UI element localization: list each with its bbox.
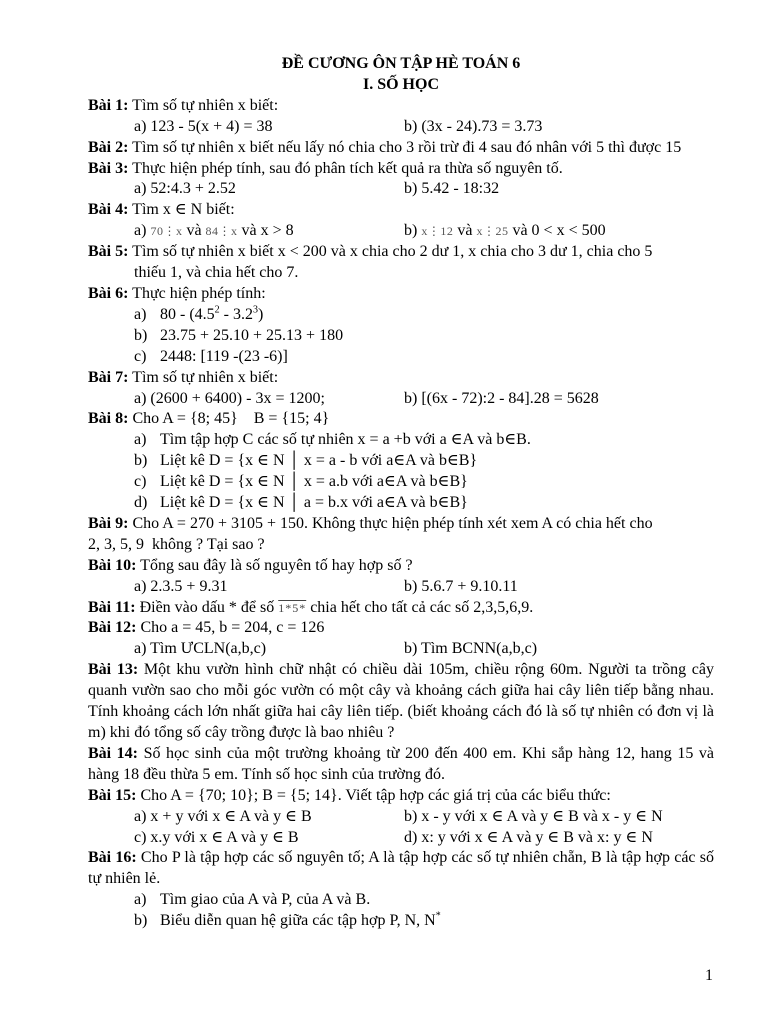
part-b: b) Tìm BCNN(a,b,c) <box>404 640 538 658</box>
exercise-text: Thực hiện phép tính: <box>128 284 266 302</box>
part-d: d) x: y với x ∈ A và y ∈ B và x: y ∈ N <box>404 828 653 846</box>
part-text <box>160 911 441 932</box>
exercise-12-parts <box>88 639 714 660</box>
part-a <box>134 430 714 451</box>
exercise-text: Tìm số tự nhiên x biết nếu lấy nó chia cho 3 rồi trừ đi 4 sau đó nhân với 5 thì được 15 <box>128 138 682 156</box>
divisibility-expr: 70⋮x <box>150 224 183 239</box>
part-c: c) x.y với x ∈ A và y ∈ B <box>134 828 299 846</box>
conjunction: và <box>453 222 477 240</box>
part-text: Tìm tập hợp C các số tự nhiên x = a +b với a ∈A và b∈B. <box>160 431 531 449</box>
exercise-7 <box>88 368 714 389</box>
overlined-number: 1*5* <box>278 600 307 615</box>
expr-3: ) <box>257 305 264 323</box>
exercise-text: Cho A = 270 + 3105 + 150. Không thực hiện phép tính xét xem A có chia hết cho <box>128 514 653 532</box>
part-a: a) 52:4.3 + 2.52 <box>134 180 236 198</box>
exercise-label: Bài 15: <box>88 786 137 804</box>
exponent: 3 <box>252 304 258 316</box>
page-number: 1 <box>705 967 713 984</box>
part-b: b) x - y với x ∈ A và y ∈ B và x - y ∈ N <box>404 807 663 825</box>
part-label: a) <box>134 891 147 909</box>
exercise-9-continuation: 2, 3, 5, 9 không ? Tại sao ? <box>88 535 265 553</box>
exercise-label: Bài 1: <box>88 96 129 114</box>
exercise-text: Thực hiện phép tính, sau đó phân tích kết quả ra thừa số nguyên tố. <box>128 159 563 177</box>
part-text <box>160 305 263 326</box>
part-text: Liệt kê D = {x ∈ N │ a = b.x với a∈A và b∈B} <box>160 494 468 512</box>
document-title: ĐỀ CƯƠNG ÔN TẬP HÈ TOÁN 6 <box>281 55 521 72</box>
exercise-8-parts <box>88 430 714 514</box>
part-a: a) Tìm ƯCLN(a,b,c) <box>134 640 267 658</box>
exercise-label: Bài 2: <box>88 138 129 156</box>
exercise-text: Tìm số tự nhiên x biết: <box>128 368 279 386</box>
exercise-8 <box>88 409 714 430</box>
condition: và 0 < x < 500 <box>508 222 606 240</box>
part-d <box>134 493 714 514</box>
part-a <box>134 890 714 911</box>
exercise-4-parts <box>88 221 714 242</box>
exercise-5 <box>88 242 714 263</box>
part-label: b) <box>134 326 148 344</box>
part-text: Liệt kê D = {x ∈ N │ x = a - b với a∈A và b∈B} <box>160 452 478 470</box>
exercise-text: Điền vào dấu * để số <box>135 598 279 616</box>
exercise-label: Bài 12: <box>88 619 137 637</box>
exercise-label: Bài 3: <box>88 159 129 177</box>
document-page <box>88 54 714 932</box>
exercise-1-parts <box>88 117 714 138</box>
exponent: 2 <box>214 304 220 316</box>
condition: và x > 8 <box>237 222 294 240</box>
exercise-11 <box>88 598 714 619</box>
exercise-2 <box>88 138 714 159</box>
divisibility-expr: x⋮12 <box>421 224 454 239</box>
part-label: a) <box>134 222 151 240</box>
part-b <box>404 221 714 242</box>
exercise-label: Bài 11: <box>88 598 136 616</box>
exercise-14 <box>88 744 714 786</box>
exercise-label: Bài 13: <box>88 661 139 679</box>
exercise-text: Cho A = {8; 45} B = {15; 4} <box>128 410 330 428</box>
exercise-5-continuation: thiếu 1, và chia hết cho 7. <box>134 264 299 282</box>
exercise-15-parts-cd <box>88 828 714 849</box>
exercise-text: Số học sinh của một trường khoảng từ 200 đến 400 em. Khi sắp hàng 12, hang 15 và hàng 18 đều thừa 5 em. Tính số học sinh của trường đó. <box>88 744 714 783</box>
expr-2: - 3.2 <box>219 305 253 323</box>
part-label: b) <box>404 222 422 240</box>
part-a: a) x + y với x ∈ A và y ∈ B <box>134 807 312 825</box>
part-a: a) (2600 + 6400) - 3x = 1200; <box>134 389 325 407</box>
exercise-label: Bài 6: <box>88 284 129 302</box>
exercise-15-parts-ab <box>88 807 714 828</box>
exercise-12 <box>88 618 714 639</box>
exercise-9 <box>88 514 714 535</box>
exercise-4 <box>88 200 714 221</box>
exercise-label: Bài 16: <box>88 849 137 867</box>
superscript: * <box>435 910 441 922</box>
part-label: b) <box>134 452 148 470</box>
part-b: b) 5.6.7 + 9.10.11 <box>404 577 518 595</box>
part-text: 2448: [119 -(23 -6)] <box>160 347 288 365</box>
part-c <box>134 347 714 368</box>
divisibility-expr: 84⋮x <box>205 224 238 239</box>
exercise-6-parts <box>88 305 714 368</box>
part-b: b) 5.42 - 18:32 <box>404 180 500 198</box>
exercise-1 <box>88 96 714 117</box>
part-label: a) <box>134 431 147 449</box>
exercise-label: Bài 8: <box>88 410 129 428</box>
exercise-text: Cho a = 45, b = 204, c = 126 <box>136 619 325 637</box>
exercise-label: Bài 7: <box>88 368 129 386</box>
part-label: b) <box>134 912 148 930</box>
part-b: b) (3x - 24).73 = 3.73 <box>404 117 543 135</box>
part-text: Liệt kê D = {x ∈ N │ x = a.b với a∈A và b∈B} <box>160 473 468 491</box>
exercise-text: Tìm số tự nhiên x biết x < 200 và x chia cho 2 dư 1, x chia cho 3 dư 1, chia cho 5 <box>128 243 653 261</box>
conjunction: và <box>182 222 206 240</box>
part-b: b) [(6x - 72):2 - 84].28 = 5628 <box>404 389 599 407</box>
part-a: a) 2.3.5 + 9.31 <box>134 577 228 595</box>
exercise-text: Một khu vườn hình chữ nhật có chiều dài 105m, chiều rộng 60m. Người ta trồng cây quanh vườn sao cho mỗi góc vườn có một cây và khoảng cách giữa hai cây liên tiếp bằng nhau. Tính khoảng cách lớn nhất giữa hai cây liên tiếp. (biết khoảng cách đó là số tự nhiên có đơn vị là m) khi đó tổng số cây trồng được là bao nhiêu ? <box>88 661 715 741</box>
exercise-text: Tìm số tự nhiên x biết: <box>128 96 279 114</box>
exercise-label: Bài 10: <box>88 556 137 574</box>
exercise-6 <box>88 284 714 305</box>
exercise-label: Bài 14: <box>88 744 139 762</box>
exercise-label: Bài 4: <box>88 201 129 219</box>
part-a <box>134 305 714 326</box>
part-label: c) <box>134 347 147 365</box>
exercise-7-parts <box>88 389 714 410</box>
part-label: c) <box>134 473 147 491</box>
exercise-3 <box>88 159 714 180</box>
exercise-13 <box>88 660 714 744</box>
exercise-3-parts <box>88 179 714 200</box>
exercise-text: Tìm x ∈ N biết: <box>128 201 235 219</box>
part-a <box>134 221 404 242</box>
exercise-text: Cho P là tập hợp các số nguyên tố; A là tập hợp các số tự nhiên chẵn, B là tập hợp các số tự nhiên lẻ. <box>88 849 714 888</box>
exercise-15 <box>88 786 714 807</box>
part-b <box>134 326 714 347</box>
expr-1: 80 - (4.5 <box>160 305 215 323</box>
section-title: I. SỐ HỌC <box>362 75 439 93</box>
exercise-16 <box>88 848 714 890</box>
exercise-16-parts <box>88 890 714 932</box>
exercise-10 <box>88 556 714 577</box>
part-label: a) <box>134 305 147 323</box>
part-label: d) <box>134 494 148 512</box>
part-text-main: Biểu diễn quan hệ giữa các tập hợp P, N, N <box>160 912 436 930</box>
part-text: 23.75 + 25.10 + 25.13 + 180 <box>160 326 344 344</box>
exercise-text: Tổng sau đây là số nguyên tố hay hợp số ? <box>136 556 413 574</box>
part-text: Tìm giao của A và P, của A và B. <box>160 891 371 909</box>
exercise-label: Bài 5: <box>88 243 129 261</box>
exercise-text-end: chia hết cho tất cả các số 2,3,5,6,9. <box>306 598 534 616</box>
exercise-10-parts <box>88 577 714 598</box>
part-b <box>134 911 714 932</box>
part-b <box>134 451 714 472</box>
part-c <box>134 472 714 493</box>
exercise-label: Bài 9: <box>88 514 129 532</box>
exercise-text: Cho A = {70; 10}; B = {5; 14}. Viết tập hợp các giá trị của các biểu thức: <box>136 786 611 804</box>
part-a: a) 123 - 5(x + 4) = 38 <box>134 117 273 135</box>
divisibility-expr: x⋮25 <box>476 224 509 239</box>
